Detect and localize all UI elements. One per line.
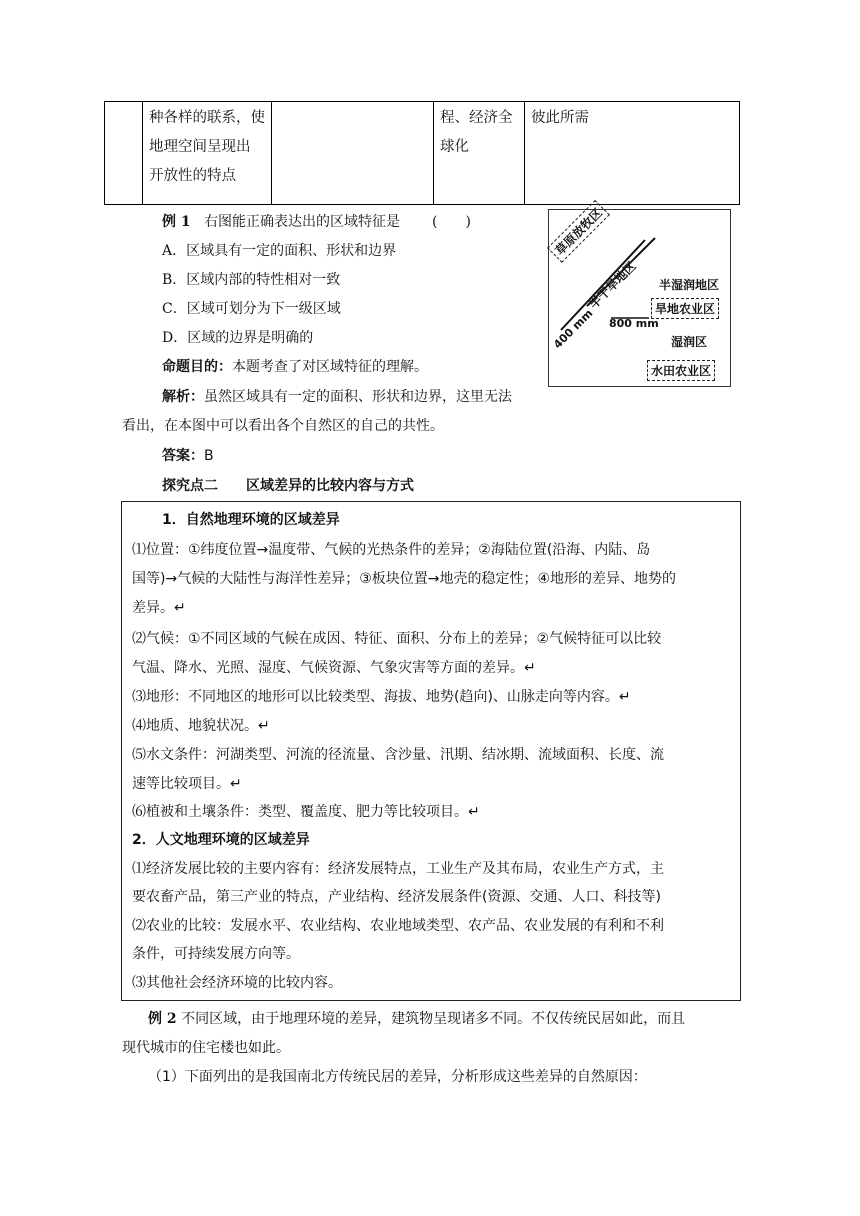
table-cell-blank bbox=[272, 102, 434, 205]
box-p1-line3: 差异。↵ bbox=[132, 600, 186, 616]
example2-label: 例 2 bbox=[148, 1011, 177, 1027]
table-line: 程、经济全 bbox=[440, 110, 513, 126]
grassland-label: 草原放牧区 bbox=[547, 200, 610, 263]
box-heading-2: 2．人文地理环境的区域差异 bbox=[132, 832, 310, 848]
answer-label: 答案： bbox=[162, 448, 204, 464]
box-q3: ⑶其他社会经济环境的比较内容。 bbox=[132, 975, 342, 991]
box-p2-line1: ⑵气候：①不同区域的气候在成因、特征、面积、分布上的差异；②气候特征可以比较 bbox=[132, 631, 662, 647]
analysis-label: 解析： bbox=[162, 389, 204, 405]
mm800-label: 800 mm bbox=[609, 317, 659, 330]
table-line: 开放性的特点 bbox=[149, 168, 236, 184]
paddy-label: 水田农业区 bbox=[647, 360, 715, 381]
semihumid-label: 半湿润地区 bbox=[659, 278, 720, 292]
box-p5-line2: 速等比较项目。↵ bbox=[132, 776, 242, 792]
option-a: A．区域具有一定的面积、形状和边界 bbox=[162, 243, 397, 259]
purpose-text: 本题考查了对区域特征的理解。 bbox=[232, 359, 428, 375]
box-q1-line2: 要农畜产品，第三产业的特点，产业结构、经济发展条件(资源、交通、人口、科技等) bbox=[132, 889, 661, 905]
table-line: 种各样的联系，使 bbox=[149, 110, 265, 126]
example1-question: 右图能正确表达出的区域特征是 bbox=[203, 214, 400, 230]
analysis bbox=[162, 387, 512, 407]
box-heading-1: 1．自然地理环境的区域差异 bbox=[162, 512, 340, 528]
table-cell-example bbox=[434, 102, 525, 205]
example2-question: （1）下面列出的是我国南北方传统民居的差异，分析形成这些差异的自然原因： bbox=[148, 1069, 647, 1085]
table-line: 球化 bbox=[440, 139, 469, 155]
example2-line2: 现代城市的住宅楼也如此。 bbox=[122, 1040, 290, 1056]
box-q2-line2: 条件，可持续发展方向等。 bbox=[132, 946, 300, 962]
box-p1-line2: 国等)→气候的大陆性与海洋性差异；③板块位置→地壳的稳定性；④地形的差异、地势的 bbox=[132, 571, 677, 587]
option-b: B．区域内部的特性相对一致 bbox=[162, 272, 341, 288]
option-d: D．区域的边界是明确的 bbox=[162, 330, 314, 346]
table-cell-feature bbox=[143, 102, 272, 205]
answer bbox=[162, 446, 214, 466]
option-c: C．区域可划分为下一级区域 bbox=[162, 301, 341, 317]
example1-label: 例 1 bbox=[162, 214, 191, 230]
semiarid-label: 半干旱地区 bbox=[586, 258, 639, 312]
purpose-label: 命题目的： bbox=[162, 359, 232, 375]
box-p4: ⑷地质、地貌状况。↵ bbox=[132, 718, 270, 734]
purpose bbox=[162, 357, 428, 377]
example1-stem bbox=[162, 212, 471, 232]
mm400-label: 400 mm bbox=[551, 306, 596, 352]
table-cell-note bbox=[525, 102, 740, 205]
box-p6: ⑹植被和土壤条件：类型、覆盖度、肥力等比较项目。↵ bbox=[132, 804, 480, 820]
box-p3: ⑶地形：不同地区的地形可以比较类型、海拔、地势(趋向)、山脉走向等内容。↵ bbox=[132, 689, 631, 705]
humid-label: 湿润区 bbox=[671, 335, 708, 349]
box-p2-line2: 气温、降水、光照、湿度、气候资源、气象灾害等方面的差异。↵ bbox=[132, 660, 536, 676]
box-p5-line1: ⑸水文条件：河湖类型、河流的径流量、含沙量、汛期、结冰期、流域面积、长度、流 bbox=[132, 747, 664, 763]
table-line: 地理空间呈现出 bbox=[149, 139, 251, 155]
section-title: 探究点二 区域差异的比较内容与方式 bbox=[162, 478, 414, 494]
example2-text: 不同区域，由于地理环境的差异，建筑物呈现诸多不同。不仅传统民居如此，而且 bbox=[181, 1011, 686, 1027]
answer-paren: ( ) bbox=[431, 214, 471, 230]
region-diagram bbox=[548, 205, 731, 387]
table-cell-empty bbox=[105, 102, 143, 205]
answer-value: B bbox=[204, 448, 214, 464]
dryfarm-label: 旱地农业区 bbox=[651, 298, 719, 319]
example2-line1 bbox=[148, 1009, 685, 1029]
box-q2-line1: ⑵农业的比较：发展水平、农业结构、农业地域类型、农产品、农业发展的有利和不利 bbox=[132, 918, 664, 934]
box-q1-line1: ⑴经济发展比较的主要内容有：经济发展特点，工业生产及其布局，农业生产方式，主 bbox=[132, 861, 664, 877]
analysis-text: 虽然区域具有一定的面积、形状和边界，这里无法 bbox=[204, 389, 512, 405]
analysis-cont: 看出，在本图中可以看出各个自然区的自己的共性。 bbox=[122, 418, 444, 434]
table-line: 彼此所需 bbox=[531, 110, 589, 126]
box-p1-line1: ⑴位置：①纬度位置→温度带、气候的光热条件的差异；②海陆位置(沿海、内陆、岛 bbox=[132, 542, 651, 558]
continuation-table bbox=[104, 101, 740, 205]
